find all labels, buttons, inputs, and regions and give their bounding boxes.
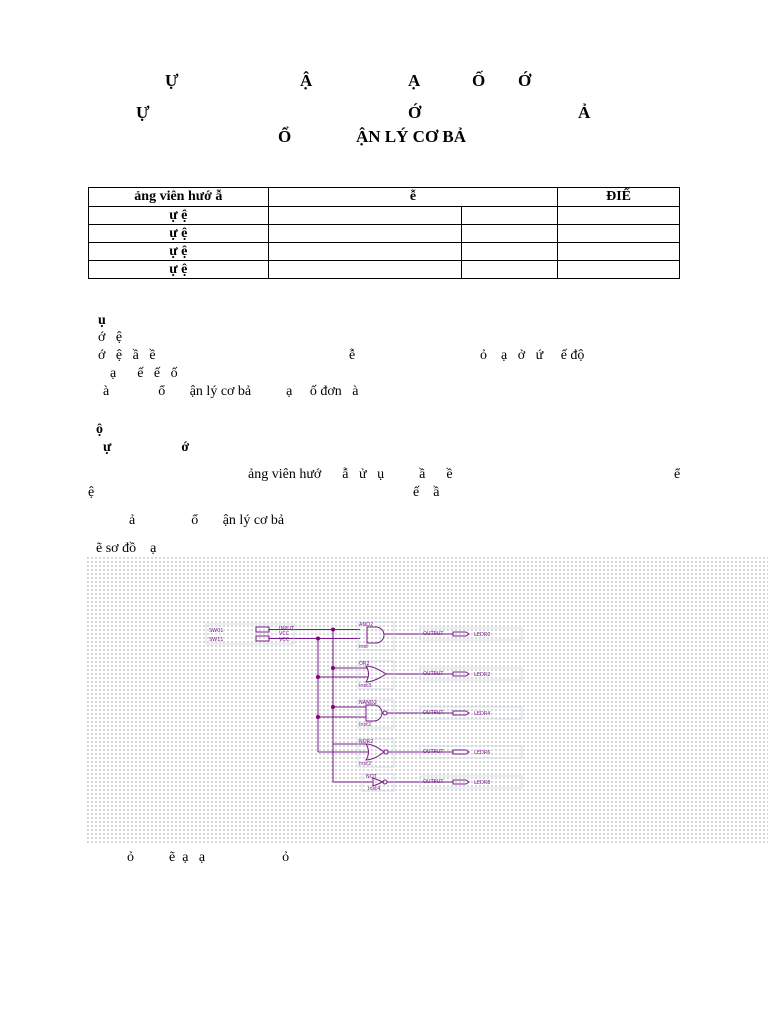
section2-line2a: ệ [88, 485, 95, 500]
output-type-label: OUTPUT [423, 671, 444, 677]
gate-inst-label: inst4 [368, 786, 381, 792]
section2-heading: ộ [96, 422, 103, 437]
gate-inst-label: inst2 [359, 761, 372, 767]
header-line2-char2: Ớ [408, 103, 422, 122]
junction-node [331, 666, 335, 670]
header-line3-part1: Ổ [278, 127, 292, 146]
header-line1-char3: Ạ [408, 71, 421, 90]
or-gate-icon [366, 666, 386, 682]
output-label-ledr2: LEDR2 [474, 672, 491, 678]
section1-heading: ụ [98, 313, 106, 328]
header-line1-char1: Ự [165, 71, 179, 90]
junction-node [331, 705, 335, 709]
section1-line2: ớ ệ ầ ề [98, 348, 156, 363]
junction-node [316, 675, 320, 679]
nand-bubble-icon [383, 711, 387, 715]
input-pin-sw11 [256, 636, 269, 641]
and-gate-icon [367, 627, 384, 643]
table-row-label: ự ệ [89, 207, 269, 225]
output-type-label: OUTPUT [423, 779, 444, 785]
input-vcc-label: VCC [279, 637, 290, 643]
junction-nodes [316, 628, 335, 720]
nand-gate-icon [366, 705, 382, 721]
output-pin-icon [453, 750, 469, 754]
nor-gate-icon [366, 744, 384, 760]
grade-table-header-name: ễ [268, 188, 557, 207]
section2-line3: ả ổ ận lý cơ bả [129, 513, 285, 528]
section2-line4: ẽ sơ đồ ạ [96, 541, 157, 556]
grade-table-header-instructor: ảng viên hướ ẫ [89, 188, 269, 207]
section2-line1b: ể [674, 467, 681, 482]
junction-node [331, 628, 335, 632]
gate-inst-label: inst [359, 644, 369, 650]
output-pin-icon [453, 711, 469, 715]
section2-subheading: ự ớ [103, 440, 190, 455]
output-pin-icon [453, 632, 469, 636]
gate-inst-label: inst3 [359, 683, 372, 689]
output-label-ledr8: LEDR8 [474, 780, 491, 786]
section1-line5: ạ ế ế ố [110, 366, 178, 381]
input-vcc-label: VCC [279, 631, 290, 637]
section1-line1: ớ ệ [98, 330, 123, 345]
gate-inst-label: inst2 [359, 722, 372, 728]
header-line1-char4: Ố [472, 71, 486, 90]
input-pin-sw01 [256, 627, 269, 632]
junction-node [316, 637, 320, 641]
gate-type-label: OR2 [359, 661, 370, 667]
table-row-label: ự ệ [89, 243, 269, 261]
gate-type-label: NOR2 [359, 739, 374, 745]
header-line2-char1: Ự [136, 103, 150, 122]
section1-line3: ễ [349, 348, 356, 363]
header-line2-char3: Ả [578, 103, 591, 122]
output-label-ledr4: LEDR4 [474, 711, 491, 717]
header-line1-char2: Ậ [300, 71, 313, 90]
output-pin-icon [453, 672, 469, 676]
junction-node [316, 715, 320, 719]
gate-type-label: NAND2 [359, 700, 377, 706]
output-type-label: OUTPUT [423, 631, 444, 637]
section1-line6: à ổ ận lý cơ bả ạ ố đơn à [103, 384, 359, 399]
output-type-label: OUTPUT [423, 710, 444, 716]
header-line1-char5: Ớ [518, 71, 532, 90]
gate-type-label: AND2 [359, 622, 374, 628]
section1-line4: ỏ ạ ở ứ ế độ [480, 348, 585, 363]
input-label-sw11: SW11 [209, 637, 224, 643]
header-line3-part2: ẬN LÝ CƠ BẢ [356, 127, 467, 146]
input-label-sw01: SW01 [209, 628, 224, 634]
output-label-ledr0: LEDR0 [474, 632, 491, 638]
input-type-label: INPUT [279, 626, 294, 632]
gate-type-label: NOT [366, 774, 377, 780]
footer-line: ỏ ẽ ạ ạ ỏ [127, 850, 290, 865]
output-type-label: OUTPUT [423, 749, 444, 755]
grade-table-header-score: ĐIỂ [558, 188, 680, 207]
table-row-label: ự ệ [89, 261, 269, 279]
table-row-label: ự ệ [89, 225, 269, 243]
output-pin-icon [453, 780, 469, 784]
section2-line2b: ế ầ [413, 485, 440, 500]
section2-line1a: ảng viên hướ ẫ ử ụ ầ ề [248, 467, 453, 482]
output-label-ledr6: LEDR6 [474, 750, 491, 756]
